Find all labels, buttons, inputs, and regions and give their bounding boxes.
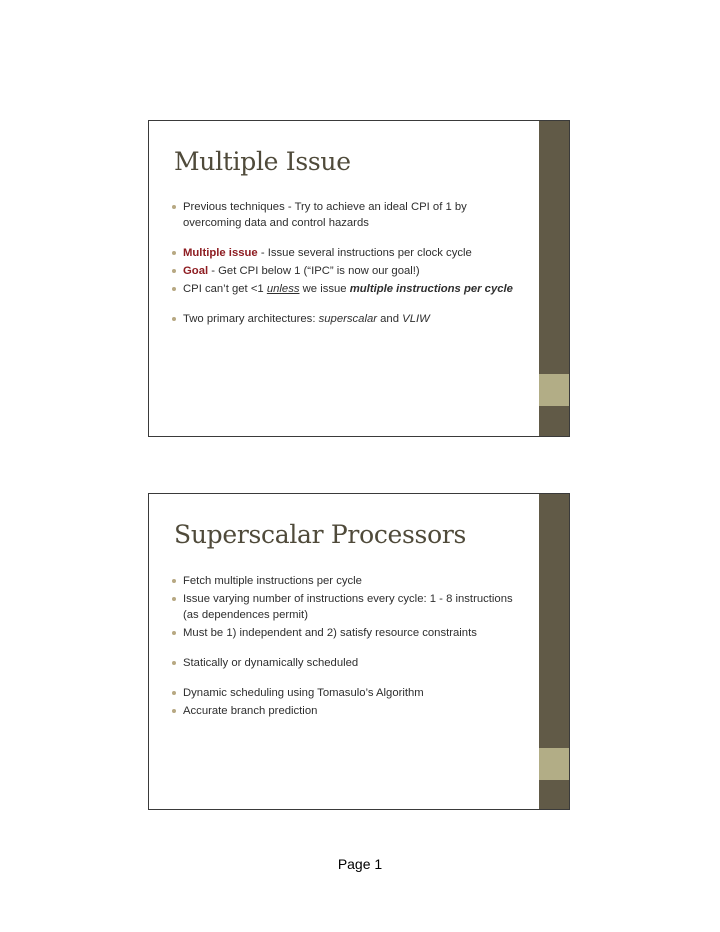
- bullet-text: - Get CPI below 1 (“IPC” is now our goal!): [208, 265, 420, 277]
- slide-title: Superscalar Processors: [174, 520, 467, 549]
- sidebar-accent-block: [539, 374, 569, 406]
- page-number-label: Page 1: [337, 856, 383, 872]
- slide-superscalar-processors: [148, 493, 570, 810]
- bullet-text: - Issue several instructions per clock cycle: [257, 247, 472, 259]
- bullet-item: [169, 591, 519, 623]
- bullet-item: [169, 573, 519, 589]
- bullet-text: Previous techniques - Try to achieve an ideal CPI of 1 by overcoming data and control hazards: [183, 201, 467, 229]
- bullet-list: [169, 199, 519, 329]
- bullet-item: [169, 199, 519, 231]
- bullet-keyword: Goal: [183, 265, 209, 277]
- bullet-underlined-word: unless: [266, 283, 300, 295]
- bullet-item: [169, 625, 519, 641]
- bullet-text: and: [377, 313, 403, 325]
- bullet-emphasis: multiple instructions per cycle: [349, 283, 513, 295]
- slide-multiple-issue: [148, 120, 570, 437]
- bullet-keyword: Multiple issue: [183, 247, 258, 259]
- bullet-text: CPI can’t get <1: [183, 283, 267, 295]
- bullet-item: [169, 245, 519, 261]
- bullet-text: we issue: [299, 283, 350, 295]
- bullet-text: Must be 1) independent and 2) satisfy resource constraints: [183, 627, 477, 639]
- bullet-item: [169, 685, 519, 701]
- bullet-item: [169, 263, 519, 279]
- bullet-text: Statically or dynamically scheduled: [183, 657, 359, 669]
- slide-title: Multiple Issue: [174, 147, 351, 176]
- bullet-text: Dynamic scheduling using Tomasulo’s Algorithm: [183, 687, 424, 699]
- bullet-text: Issue varying number of instructions every cycle: 1 - 8 instructions (as dependences permit): [183, 593, 513, 621]
- bullet-text: Two primary architectures:: [183, 313, 319, 325]
- bullet-item: [169, 281, 519, 297]
- bullet-item: [169, 655, 519, 671]
- bullet-item: [169, 703, 519, 719]
- bullet-text: Fetch multiple instructions per cycle: [183, 575, 362, 587]
- sidebar-accent-block: [539, 748, 569, 780]
- bullet-item: [169, 311, 519, 327]
- bullet-text: Accurate branch prediction: [183, 705, 318, 717]
- bullet-italic-term: superscalar: [318, 313, 378, 325]
- bullet-list: [169, 573, 519, 721]
- bullet-italic-term: VLIW: [402, 313, 430, 325]
